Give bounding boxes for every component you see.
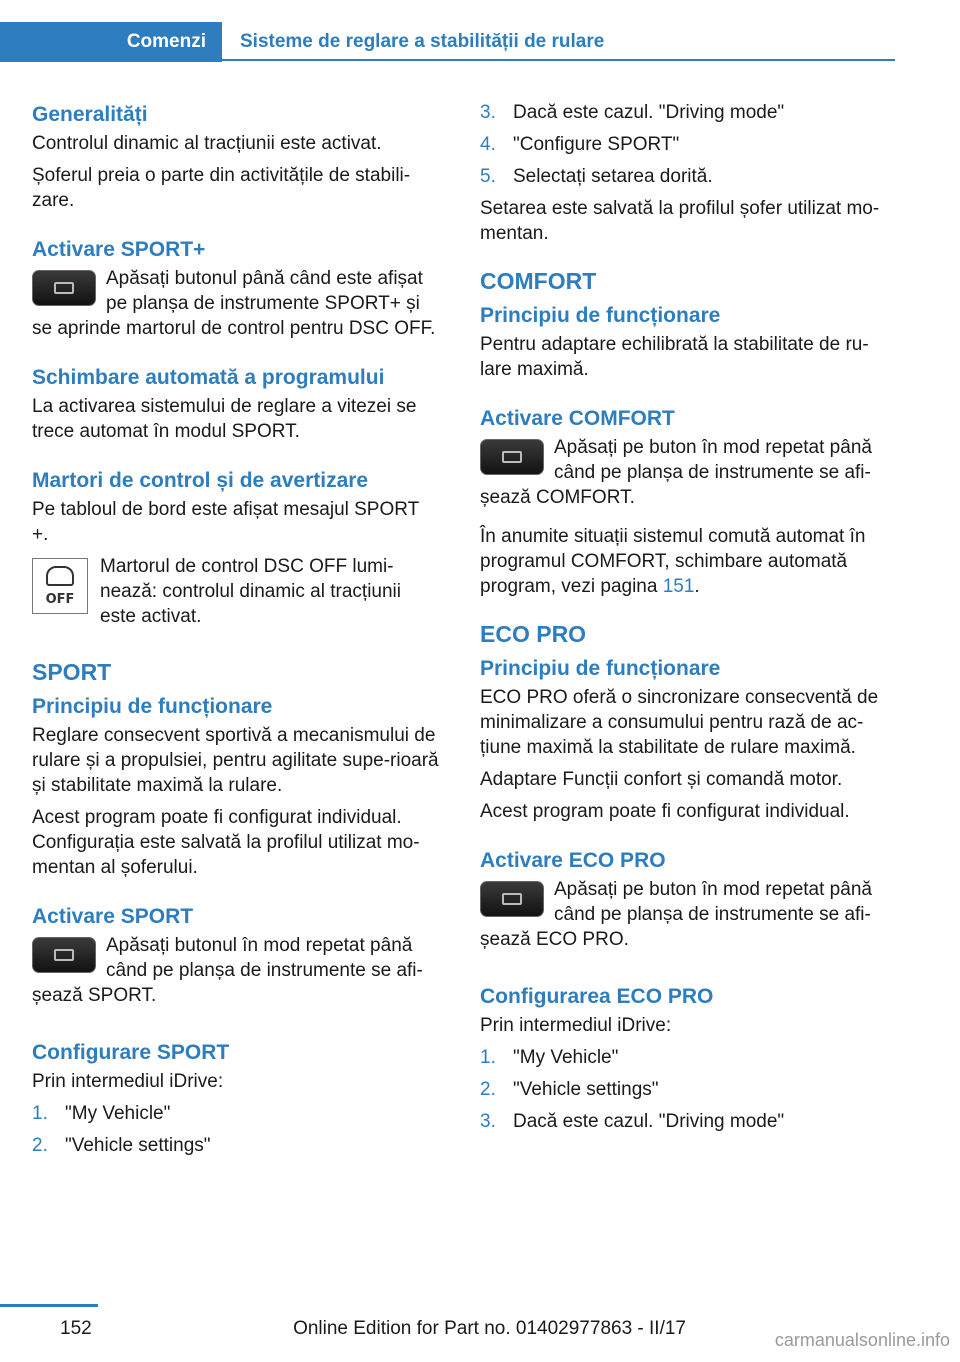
list-item: 2. "Vehicle settings": [480, 1079, 659, 1100]
list-item: 4. "Configure SPORT": [480, 134, 680, 155]
list-item: 2. "Vehicle settings": [32, 1135, 211, 1156]
comfort-heading: COMFORT: [480, 268, 597, 294]
page-number: 152: [60, 1318, 92, 1339]
sport-text-2: Acest program poate fi configurat individual. Configurația este salvată la profilul utilizat mo-mentan al șoferului.: [32, 807, 420, 878]
comfort-activate-instruction: [480, 435, 896, 510]
comfort-activate-heading: Activare COMFORT: [480, 407, 675, 430]
sport-activate-block: [32, 902, 440, 1008]
sport-config-continued: [480, 100, 896, 246]
eco-heading: ECO PRO: [480, 621, 587, 647]
comfort-auto-text: În anumite situații sistemul comută automat în programul COMFORT, schimbare automată program, vezi pagina 151.: [480, 526, 866, 597]
eco-text-1: ECO PRO oferă o sincronizare consecventă de minimalizare a consumului pentru rază de ac-țiune maximă la stabilitate de rulare maximă.: [480, 687, 879, 758]
sport-principle-heading: Principiu de funcționare: [32, 695, 273, 718]
auto-switch-block: [32, 363, 440, 444]
eco-config-steps: [480, 1045, 896, 1134]
martori-warning: [32, 554, 440, 629]
mode-button-icon: [480, 881, 544, 917]
left-column: [32, 100, 440, 1180]
generalitati-text-2: Șoferul preia o parte din activitățile de stabili-zare.: [32, 165, 411, 211]
sport-activate-heading: Activare SPORT: [32, 905, 194, 928]
dsc-off-warning-icon: OFF: [32, 558, 88, 614]
sportplus-text: Apăsați butonul până când este afișat pe planșa de instrumente SPORT+ și se aprinde martorul de control pentru DSC OFF.: [32, 268, 436, 339]
martori-text-2: Martorul de control DSC OFF lumi-nează: controlul dinamic al tracțiunii este activat.: [100, 556, 401, 627]
edition-text: Online Edition for Part no. 01402977863 - II/17: [293, 1318, 686, 1339]
sport-config-steps-continued: [480, 100, 896, 189]
list-item: 1. "My Vehicle": [32, 1103, 171, 1124]
eco-activate-text: Apăsați pe buton în mod repetat până când pe planșa de instrumente se afi-șează ECO PRO.: [480, 879, 872, 950]
page-link[interactable]: 151: [662, 576, 695, 597]
eco-text-2: Adaptare Funcții confort și comandă motor.: [480, 769, 843, 790]
eco-text-3: Acest program poate fi configurat individual.: [480, 801, 850, 822]
auto-switch-text: La activarea sistemului de reglare a vitezei se trece automat în modul SPORT.: [32, 396, 417, 442]
mode-button-icon: [480, 439, 544, 475]
eco-config-block: [480, 982, 896, 1134]
martori-block: [32, 466, 440, 629]
sportplus-block: [32, 235, 440, 341]
sportplus-instruction: [32, 266, 440, 341]
comfort-text: Pentru adaptare echilibrată la stabilitate de ru-lare maximă.: [480, 334, 869, 380]
sport-config-steps: [32, 1101, 440, 1158]
watermark: carmanualsonline.info: [774, 1330, 950, 1350]
chapter-tab-label: Comenzi: [126, 31, 206, 52]
list-item: 3. Dacă este cazul. "Driving mode": [480, 102, 785, 123]
eco-config-text: Prin intermediul iDrive:: [480, 1015, 672, 1036]
page-footer: [0, 1304, 960, 1362]
sportplus-heading: Activare SPORT+: [32, 238, 206, 261]
sport-heading: SPORT: [32, 659, 112, 685]
chapter-tab[interactable]: [0, 22, 222, 62]
eco-config-heading: Configurarea ECO PRO: [480, 985, 714, 1008]
sport-text-1: Reglare consecvent sportivă a mecanismului de rulare și a propulsiei, pentru agilitate supe-rioară și stabilitate maximă la rulare.: [32, 725, 439, 796]
comfort-principle-heading: Principiu de funcționare: [480, 304, 721, 327]
comfort-block: [480, 268, 896, 382]
sport-activate-text: Apăsați butonul în mod repetat până când pe planșa de instrumente se afi-șează SPORT.: [32, 935, 423, 1006]
martori-heading: Martori de control și de avertizare: [32, 469, 369, 492]
page-header: [0, 22, 895, 62]
sport-block: [32, 659, 440, 880]
section-title: Sisteme de reglare a stabilității de rulare: [240, 31, 605, 52]
sport-config-heading: Configurare SPORT: [32, 1041, 230, 1064]
eco-principle-heading: Principiu de funcționare: [480, 657, 721, 680]
mode-button-icon: [32, 270, 96, 306]
list-item: 5. Selectați setarea dorită.: [480, 166, 713, 187]
eco-activate-heading: Activare ECO PRO: [480, 849, 666, 872]
auto-switch-heading: Schimbare automată a programului: [32, 366, 385, 389]
eco-block: [480, 621, 896, 824]
generalitati-block: [32, 100, 440, 213]
sport-activate-instruction: [32, 933, 440, 1008]
comfort-activate-block: [480, 404, 896, 599]
list-item: 3. Dacă este cazul. "Driving mode": [480, 1111, 785, 1132]
generalitati-heading: Generalități: [32, 103, 148, 126]
list-item: 1. "My Vehicle": [480, 1047, 619, 1068]
mode-button-icon: [32, 937, 96, 973]
footer-rule: [0, 1304, 98, 1307]
sport-config-block: [32, 1038, 440, 1158]
eco-activate-block: [480, 846, 896, 952]
right-column: [480, 100, 896, 1156]
sport-saved-text: Setarea este salvată la profilul șofer utilizat mo-mentan.: [480, 198, 880, 244]
generalitati-text-1: Controlul dinamic al tracțiunii este activat.: [32, 133, 382, 154]
eco-activate-instruction: [480, 877, 896, 952]
sport-config-text: Prin intermediul iDrive:: [32, 1071, 224, 1092]
comfort-activate-text: Apăsați pe buton în mod repetat până când pe planșa de instrumente se afi-șează COMFORT.: [480, 437, 872, 508]
martori-text-1: Pe tabloul de bord este afișat mesajul SPORT +.: [32, 499, 419, 545]
